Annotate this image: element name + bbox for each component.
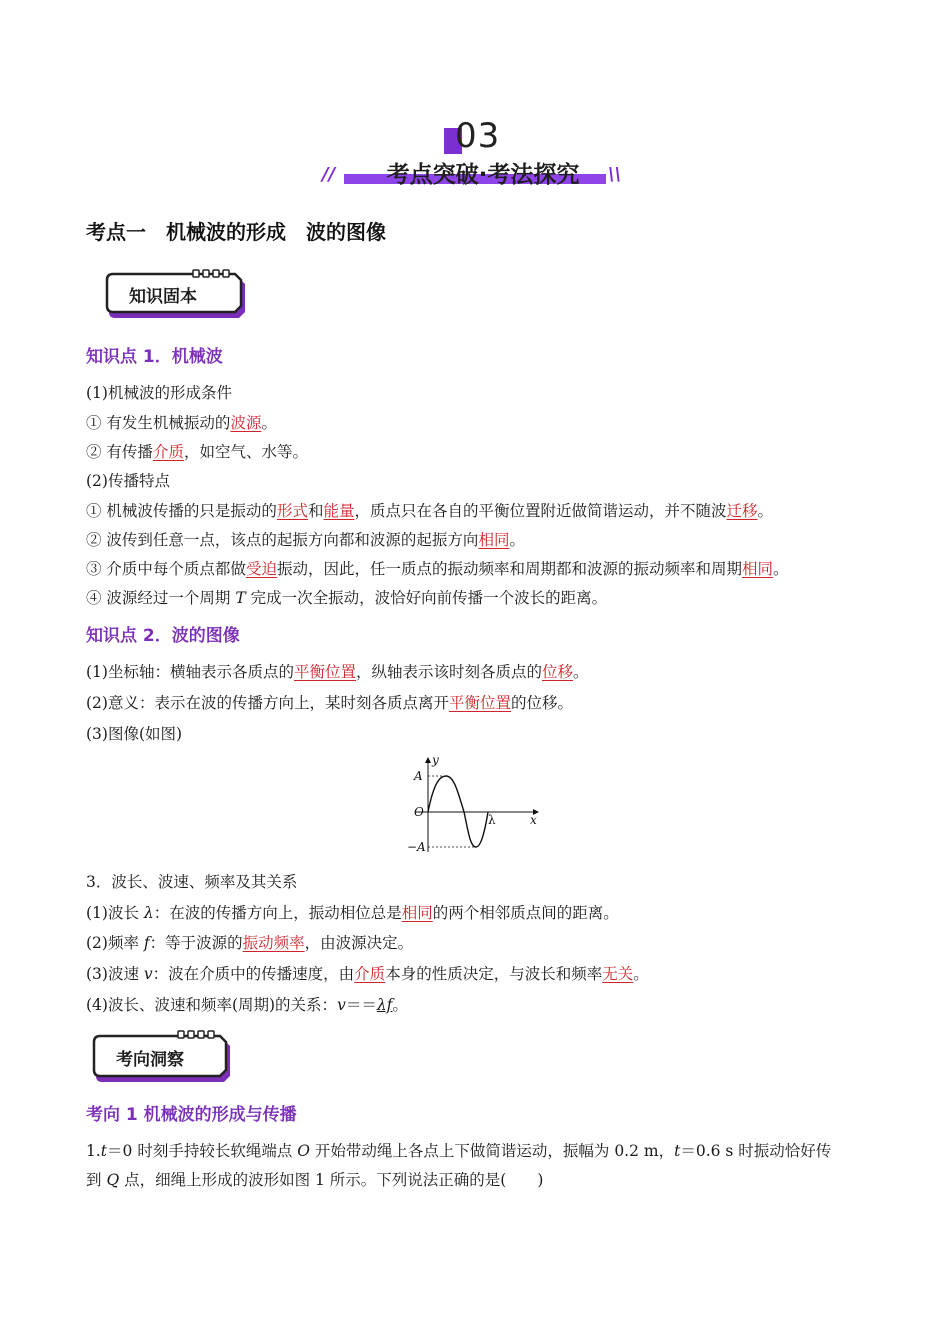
answer-blank: 相同 [741,560,773,578]
chapter-banner [320,112,630,192]
answer-blank: 相同 [401,904,433,922]
y-label: y [432,753,439,767]
answer-blank: 介质 [152,443,184,461]
answer-blank: 能量 [323,502,355,520]
text-line: ① 有发生机械振动的波源。 [86,414,277,432]
text-line: 1.t＝0 时刻手持较长软绳端点 O 开始带动绳上各点上下做简谐运动，振幅为 0.2 m，t＝0.6 s 时振动恰好传 [86,1142,832,1160]
text-line: (1)坐标轴：横轴表示各质点的平衡位置，纵轴表示该时刻各质点的位移。 [86,663,589,681]
answer-blank: 迁移 [726,502,758,520]
direction-1-title: 考向 1 机械波的形成与传播 [86,1105,297,1125]
wave-figure [402,752,552,862]
text-line: (2)意义：表示在波的传播方向上，某时刻各质点离开平衡位置的位移。 [86,694,573,712]
badge-label: 考向洞察 [116,1050,184,1070]
negative-amplitude-label: −A [407,840,426,854]
text-line: ② 有传播介质，如空气、水等。 [86,443,308,461]
text-line: (3)图像(如图) [86,725,183,743]
badge-knowledge [105,268,250,320]
text-line: ② 波传到任意一点，该点的起振方向都和波源的起振方向相同。 [86,531,525,549]
text-line: (4)波长、波速和频率(周期)的关系：v＝＝λf。 [86,996,408,1014]
answer-blank: 振动频率 [242,934,305,952]
answer-blank: 平衡位置 [448,694,511,712]
text-line: (2)频率 f：等于波源的振动频率，由波源决定。 [86,934,414,952]
knowledge-point-2-title: 知识点 2．波的图像 [86,626,240,646]
banner-title-bar [338,160,610,188]
x-label: x [530,813,537,827]
text-line: (2)传播特点 [86,472,170,490]
answer-blank: 介质 [354,965,386,983]
answer-blank: 受迫 [245,560,277,578]
badge-direction [92,1028,234,1084]
answer-blank: 波源 [230,414,262,432]
text-line: 3．波长、波速、频率及其关系 [86,873,298,891]
chapter-number: 03 [455,116,501,156]
text-line: ④ 波源经过一个周期 T 完成一次全振动，波恰好向前传播一个波长的距离。 [86,589,608,607]
banner-title: 考点突破·考法探究 [386,162,580,188]
section-title: 考点一 机械波的形成 波的图像 [86,220,386,244]
answer-blank: 平衡位置 [293,663,356,681]
text-line: ① 机械波传播的只是振动的形式和能量，质点只在各自的平衡位置附近做简谐运动，并不随波迁移。 [86,502,774,520]
knowledge-point-1-title: 知识点 1．机械波 [86,347,223,367]
text-line: (3)波速 v：波在介质中的传播速度，由介质本身的性质决定，与波长和频率无关。 [86,965,649,983]
right-slash-mark: \\ [608,164,622,185]
wavelength-label: λ [488,813,496,827]
text-line: (1)机械波的形成条件 [86,384,232,402]
badge-label: 知识固本 [129,287,197,307]
text-line: (1)波长 λ：在波的传播方向上，振动相位总是相同的两个相邻质点间的距离。 [86,904,619,922]
answer-blank: 位移 [542,663,574,681]
origin-label: O [414,805,424,819]
text-line: ③ 介质中每个质点都做受迫振动，因此，任一质点的振动频率和周期都和波源的振动频率和周期相同。 [86,560,789,578]
text-line: 到 Q 点，细绳上形成的波形如图 1 所示。下列说法正确的是( ) [86,1171,544,1189]
answer-blank: 相同 [478,531,510,549]
answer-blank: 无关 [602,965,634,983]
left-slash-mark: // [322,164,336,185]
answer-blank: 形式 [276,502,308,520]
amplitude-label: A [414,769,423,783]
